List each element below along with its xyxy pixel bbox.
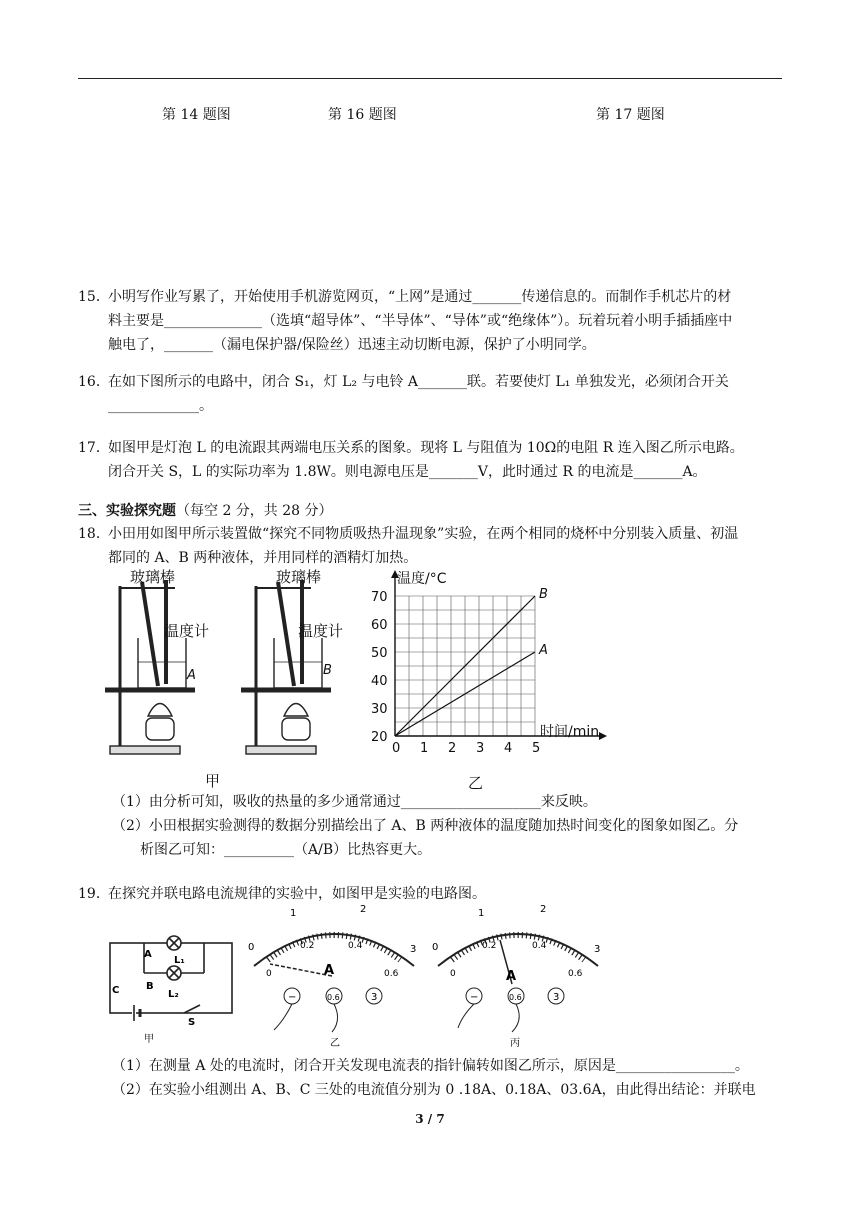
q18-line2: 都同的 A、B 两种液体，并用同样的酒精灯加热。 — [108, 550, 418, 566]
circuit-label-c: C — [112, 985, 120, 996]
q19-sub1: （1）在测量 A 处的电流时，闭合开关发现电流表的指针偏转如图乙所示，原因是_________________。 — [112, 1058, 749, 1074]
question-17 — [78, 436, 784, 484]
meter-bing-scale-02: 0.2 — [482, 941, 497, 951]
ammeter-bing — [428, 900, 608, 1050]
y-tick-label: 30 — [371, 702, 388, 717]
caption-fig14: 第 14 题图 — [162, 107, 231, 123]
meter-yi-label: 乙 — [330, 1038, 340, 1049]
meter-yi-end-0: 0 — [248, 942, 255, 953]
question-number: 18． — [78, 526, 110, 542]
circuit-label-a: A — [144, 949, 152, 960]
ammeter-yi — [244, 900, 424, 1050]
meter-yi-top-2: 2 — [360, 904, 367, 915]
question-number: 19． — [78, 886, 110, 902]
meter-bing-end-0: 0 — [432, 942, 439, 953]
question-18 — [78, 522, 784, 570]
meter-yi-scale-04: 0.4 — [348, 941, 363, 951]
circuit-label-l2: L₂ — [168, 989, 179, 1000]
meter-yi-scale-06: 0.6 — [384, 969, 399, 979]
chart-ylabel: 温度/°C — [397, 571, 447, 587]
figure-label-yi: 乙 — [468, 774, 484, 792]
series-label-a: A — [539, 643, 548, 658]
q17-line2: 闭合开关 S，L 的实际功率为 1.8W。则电源电压是_______V，此时通过 R 的电流是_______A。 — [108, 464, 707, 480]
meter-yi-terminal-neg-label: − — [288, 992, 297, 1003]
meter-bing-terminal-neg-label: − — [470, 992, 479, 1003]
y-tick-label: 50 — [371, 646, 388, 661]
question-number: 16． — [78, 374, 110, 390]
q17-line1: 如图甲是灯泡 L 的电流跟其两端电压关系的图象。现将 L 与阻值为 10Ω的电阻 R 连入图乙所示电路。 — [108, 440, 744, 456]
caption-fig16: 第 16 题图 — [328, 107, 397, 123]
meter-yi-terminal-3-label: 3 — [371, 992, 378, 1003]
x-tick-label: 3 — [476, 741, 485, 756]
meter-bing-pointer-label: A — [506, 969, 517, 984]
q18-sub1: （1）由分析可知，吸收的热量的多少通常通过____________________来反映。 — [112, 794, 597, 810]
question-number: 17． — [78, 440, 110, 456]
x-tick-label: 2 — [448, 741, 457, 756]
meter-yi-needle — [270, 963, 335, 978]
meter-bing-scale-0: 0 — [450, 969, 456, 979]
circuit-label-s: S — [188, 1017, 196, 1028]
x-axis-arrow — [599, 732, 607, 740]
chart-ticks — [371, 590, 540, 756]
meter-yi-scale-02: 0.2 — [300, 941, 315, 951]
section-note: （每空 2 分，共 28 分） — [176, 503, 333, 519]
q19-sub2: （2）在实验小组测出 A、B、C 三处的电流值分别为 0 .18A、0.18A、03.6A，由此得出结论：并联电 — [112, 1082, 756, 1098]
chart-xlabel: 时间/min — [540, 724, 600, 740]
question-16 — [78, 370, 784, 418]
x-tick-label: 1 — [420, 741, 429, 756]
apparatus-right — [241, 580, 331, 754]
y-tick-label: 20 — [371, 730, 388, 745]
meter-yi-scale-0: 0 — [266, 969, 272, 979]
y-tick-label: 60 — [371, 618, 388, 633]
section-heading — [78, 500, 333, 520]
x-tick-label: 4 — [504, 741, 513, 756]
liquid-b-label: B — [323, 663, 332, 678]
circuit-label-b: B — [146, 981, 154, 992]
apparatus-left — [105, 580, 195, 754]
rod-label-left: 玻璃棒 — [130, 568, 176, 586]
y-tick-label: 40 — [371, 674, 388, 689]
figure-label-jia: 甲 — [205, 772, 221, 790]
meter-yi-terminal-06-label: 0.6 — [327, 993, 340, 1002]
circuit-diagram — [104, 925, 244, 1045]
thermometer-label-right: 温度计 — [298, 622, 344, 640]
q16-line1: 在如下图所示的电路中，闭合 S₁，灯 L₂ 与电铃 A_______联。若要使灯 L₁ 单独发光，必须闭合开关 — [108, 374, 729, 390]
meter-bing-top-2: 2 — [540, 904, 547, 915]
meter-yi-end-3: 3 — [410, 944, 417, 955]
caption-fig17: 第 17 题图 — [596, 107, 665, 123]
meter-bing-end-3: 3 — [594, 944, 601, 955]
top-rule — [78, 78, 782, 79]
circuit-label-l1: L₁ — [174, 955, 185, 966]
meter-bing-scale-04: 0.4 — [532, 941, 547, 951]
question-15 — [78, 285, 784, 357]
meter-bing-terminal-3-label: 3 — [553, 992, 560, 1003]
q19-line1: 在探究并联电路电流规律的实验中，如图甲是实验的电路图。 — [108, 886, 486, 902]
chart-axes — [391, 570, 607, 740]
meter-bing-top-1: 1 — [478, 908, 485, 919]
meter-yi-top-1: 1 — [290, 908, 297, 919]
meter-bing-scale-06: 0.6 — [568, 969, 583, 979]
q15-line3: 触电了，_______（漏电保护器/保险丝）迅速主动切断电源，保护了小明同学。 — [108, 337, 596, 353]
series-label-b: B — [539, 587, 548, 602]
circuit-fig-label: 甲 — [144, 1034, 154, 1045]
thermometer-label-left: 温度计 — [164, 622, 210, 640]
q18-sub2a: （2）小田根据实验测得的数据分别描绘出了 A、B 两种液体的温度随加热时间变化的图象如图乙。分 — [112, 818, 739, 834]
q15-line1: 小明写作业写累了，开始使用手机游览网页，“上网”是通过_______传递信息的。而制作手机芯片的材 — [108, 289, 732, 305]
apparatus-figure — [100, 566, 370, 766]
q15-line2: 料主要是______________（选填“超导体”、“半导体”、“导体”或“绝缘体”）。玩着玩着小明手插插座中 — [108, 313, 733, 329]
y-tick-label: 70 — [371, 590, 388, 605]
x-tick-label: 0 — [392, 741, 401, 756]
meter-bing-terminal-06-label: 0.6 — [509, 993, 522, 1002]
section-title: 三、实验探究题 — [78, 503, 176, 519]
page-footer: 3 / 7 — [415, 1112, 445, 1126]
meter-bing-label: 丙 — [510, 1038, 520, 1049]
meter-yi-pointer-label: A — [324, 963, 335, 978]
x-tick-label: 5 — [532, 741, 541, 756]
rod-label-right: 玻璃棒 — [276, 568, 322, 586]
q18-sub2b: 析图乙可知：__________（A/B）比热容更大。 — [140, 842, 432, 858]
temperature-time-chart — [365, 566, 615, 766]
liquid-a-label: A — [187, 668, 196, 683]
q16-line2: _____________。 — [108, 398, 213, 414]
question-number: 15． — [78, 289, 110, 305]
chart-series — [395, 587, 548, 736]
q18-line1: 小田用如图甲所示装置做“探究不同物质吸热升温现象”实验，在两个相同的烧杯中分别装入质量、初温 — [108, 526, 739, 542]
